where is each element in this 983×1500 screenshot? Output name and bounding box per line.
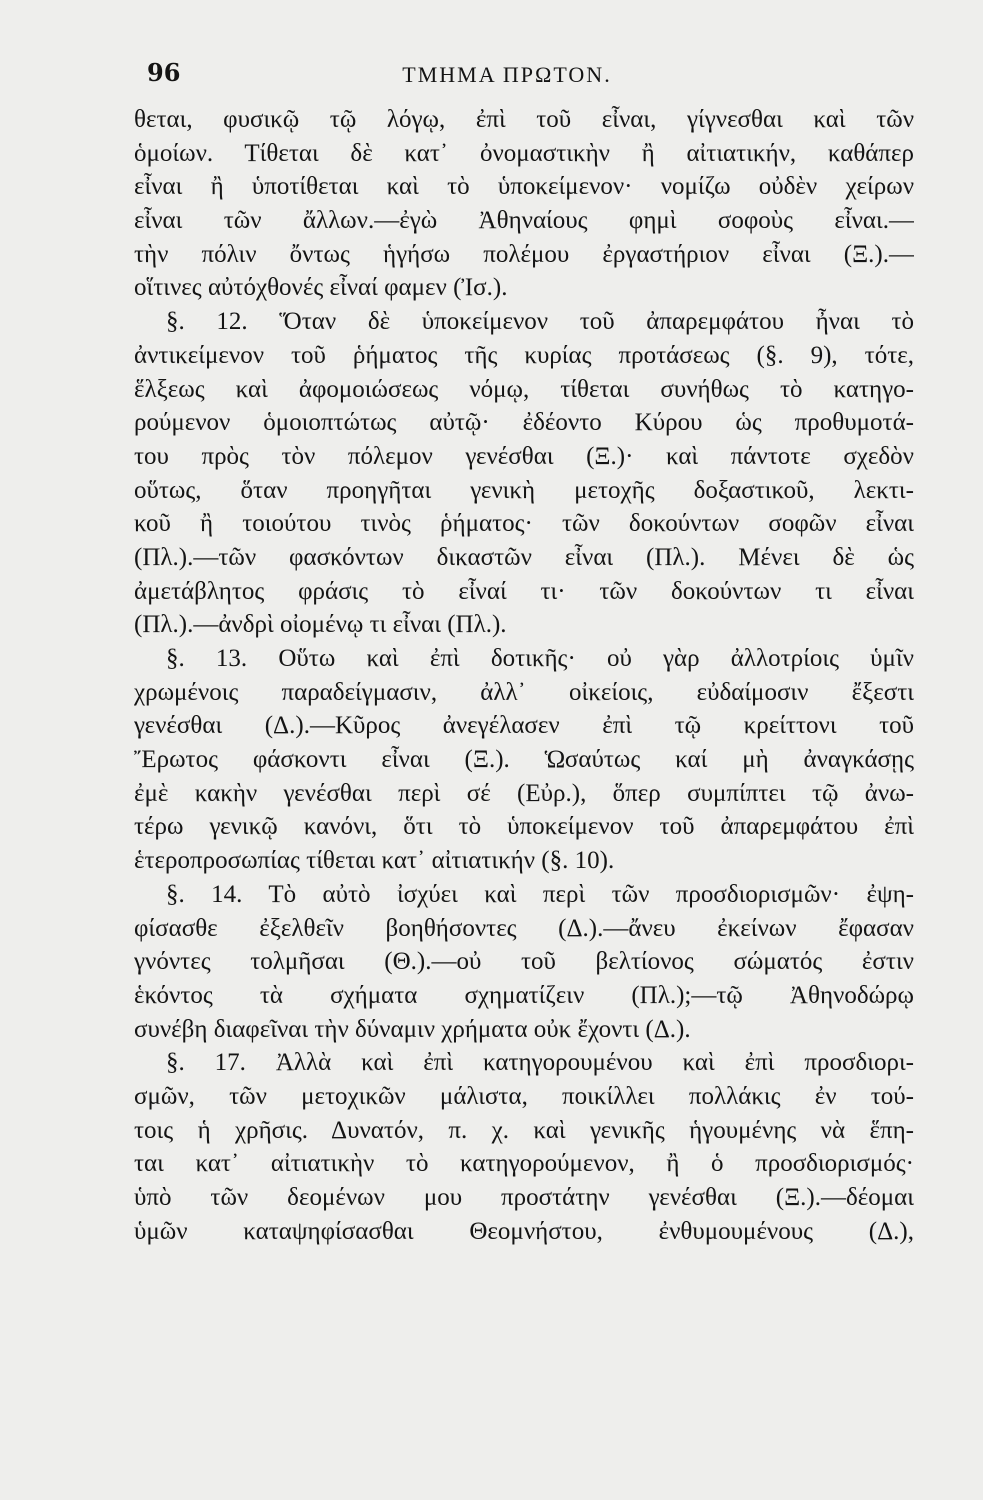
text-line: φίσασθε ἐξελθεῖν βοηθήσοντες (Δ.).—ἄνευ ἐκείνων ἔφασαν [134,914,914,942]
running-head: ΤΜΗΜΑ ΠΡΩΤΟΝ. [402,62,612,87]
text-line: οἵτινες αὐτόχθονές εἶναί φαμεν (Ἰσ.). [134,274,508,302]
text-line: εἶναι τῶν ἄλλων.—ἐγὼ Ἀθηναίους φημὶ σοφοὺς εἶναι.— [134,207,914,235]
text-line: (Πλ.).—τῶν φασκόντων δικαστῶν εἶναι (Πλ.). Μένει δὲ ὡς [134,543,914,571]
text-line: τοις ἡ χρῆσις. Δυνατόν, π. χ. καὶ γενικῆς ἡγουμένης νὰ ἕπη- [134,1116,914,1144]
body-text [134,103,914,1248]
text-line: Ἔρωτος φάσκοντι εἶναι (Ξ.). Ὡσαύτως καί μὴ ἀναγκάσῃς [134,746,914,774]
text-line: ἑτεροπροσωπίας τίθεται κατ᾽ αἰτιατικήν (§. 10). [134,847,615,875]
text-line: ὁμοίων. Τίθεται δὲ κατ᾽ ὀνομαστικὴν ἢ αἰτιατικήν, καθάπερ [134,139,914,167]
section-heading-line: §. 17. Ἀλλὰ καὶ ἐπὶ κατηγορουμένου καὶ ἐπὶ προσδιορι- [166,1049,914,1077]
text-line: τὴν πόλιν ὄντως ἡγήσω πολέμου ἐργαστήριον εἶναι (Ξ.).— [134,240,914,268]
text-line: σμῶν, τῶν μετοχικῶν μάλιστα, ποικίλλει πολλάκις ἐν τού- [134,1082,914,1110]
section-heading-line: §. 12. Ὅταν δὲ ὑποκείμενον τοῦ ἀπαρεμφάτου ἦναι τὸ [166,308,914,336]
page-header [147,58,867,98]
section-heading-line: §. 14. Τὸ αὐτὸ ἰσχύει καὶ περὶ τῶν προσδιορισμῶν· ἐψη- [166,880,914,908]
text-line: τέρω γενικῷ κανόνι, ὅτι τὸ ὑποκείμενον τοῦ ἀπαρεμφάτου ἐπὶ [134,813,914,841]
text-line: οὕτως, ὅταν προηγῆται γενικὴ μετοχῆς δοξαστικοῦ, λεκτι- [134,476,914,504]
text-line: (Πλ.).—ἀνδρὶ οἰομένῳ τι εἶναι (Πλ.). [134,611,507,639]
text-line: του πρὸς τὸν πόλεμον γενέσθαι (Ξ.)· καὶ πάντοτε σχεδὸν [134,442,914,470]
text-line: ὑμῶν καταψηφίσασθαι Θεομνήστου, ἐνθυμουμένους (Δ.), [134,1217,914,1245]
text-line: γενέσθαι (Δ.).—Κῦρος ἀνεγέλασεν ἐπὶ τῷ κρείττονι τοῦ [134,712,914,740]
text-line: συνέβη διαφεῖναι τὴν δύναμιν χρήματα οὐκ ἔχοντι (Δ.). [134,1015,691,1043]
page-number: 96 [147,58,181,87]
text-line: ἀντικείμενον τοῦ ῥήματος τῆς κυρίας προτάσεως (§. 9), τότε, [134,341,914,369]
text-line: ἑκόντος τὰ σχήματα σχηματίζειν (Πλ.);—τῷ Ἀθηνοδώρῳ [134,981,914,1009]
text-line: χρωμένοις παραδείγμασιν, ἀλλ᾽ οἰκείοις, εὐδαίμοσιν ἔξεστι [134,678,914,706]
text-line: ἕλξεως καὶ ἀφομοιώσεως νόμῳ, τίθεται συνήθως τὸ κατηγο- [134,375,914,403]
text-line: ἐμὲ κακὴν γενέσθαι περὶ σέ (Εὐρ.), ὅπερ συμπίπτει τῷ ἀνω- [134,779,914,807]
text-line: ρούμενον ὁμοιοπτώτως αὐτῷ· ἐδέοντο Κύρου ὡς προθυμοτά- [134,409,914,437]
text-line: κοῦ ἢ τοιούτου τινὸς ῥήματος· τῶν δοκούντων σοφῶν εἶναι [134,510,914,538]
text-line: εἶναι ἢ ὑποτίθεται καὶ τὸ ὑποκείμενον· νομίζω οὐδὲν χείρων [134,173,914,201]
text-line: ται κατ᾽ αἰτιατικὴν τὸ κατηγορούμενον, ἢ ὁ προσδιορισμός· [134,1150,914,1178]
text-line: γνόντες τολμῆσαι (Θ.).—οὐ τοῦ βελτίονος σώματός ἐστιν [134,948,914,976]
section-heading-line: §. 13. Οὕτω καὶ ἐπὶ δοτικῆς· οὐ γὰρ ἀλλοτρίοις ὑμῖν [166,645,914,672]
text-line: ἀμετάβλητος φράσις τὸ εἶναί τι· τῶν δοκούντων τι εἶναι [134,577,914,605]
text-line: θεται, φυσικῷ τῷ λόγῳ, ἐπὶ τοῦ εἶναι, γίγνεσθαι καὶ τῶν [134,106,914,133]
text-line: ὑπὸ τῶν δεομένων μου προστάτην γενέσθαι (Ξ.).—δέομαι [134,1184,914,1211]
